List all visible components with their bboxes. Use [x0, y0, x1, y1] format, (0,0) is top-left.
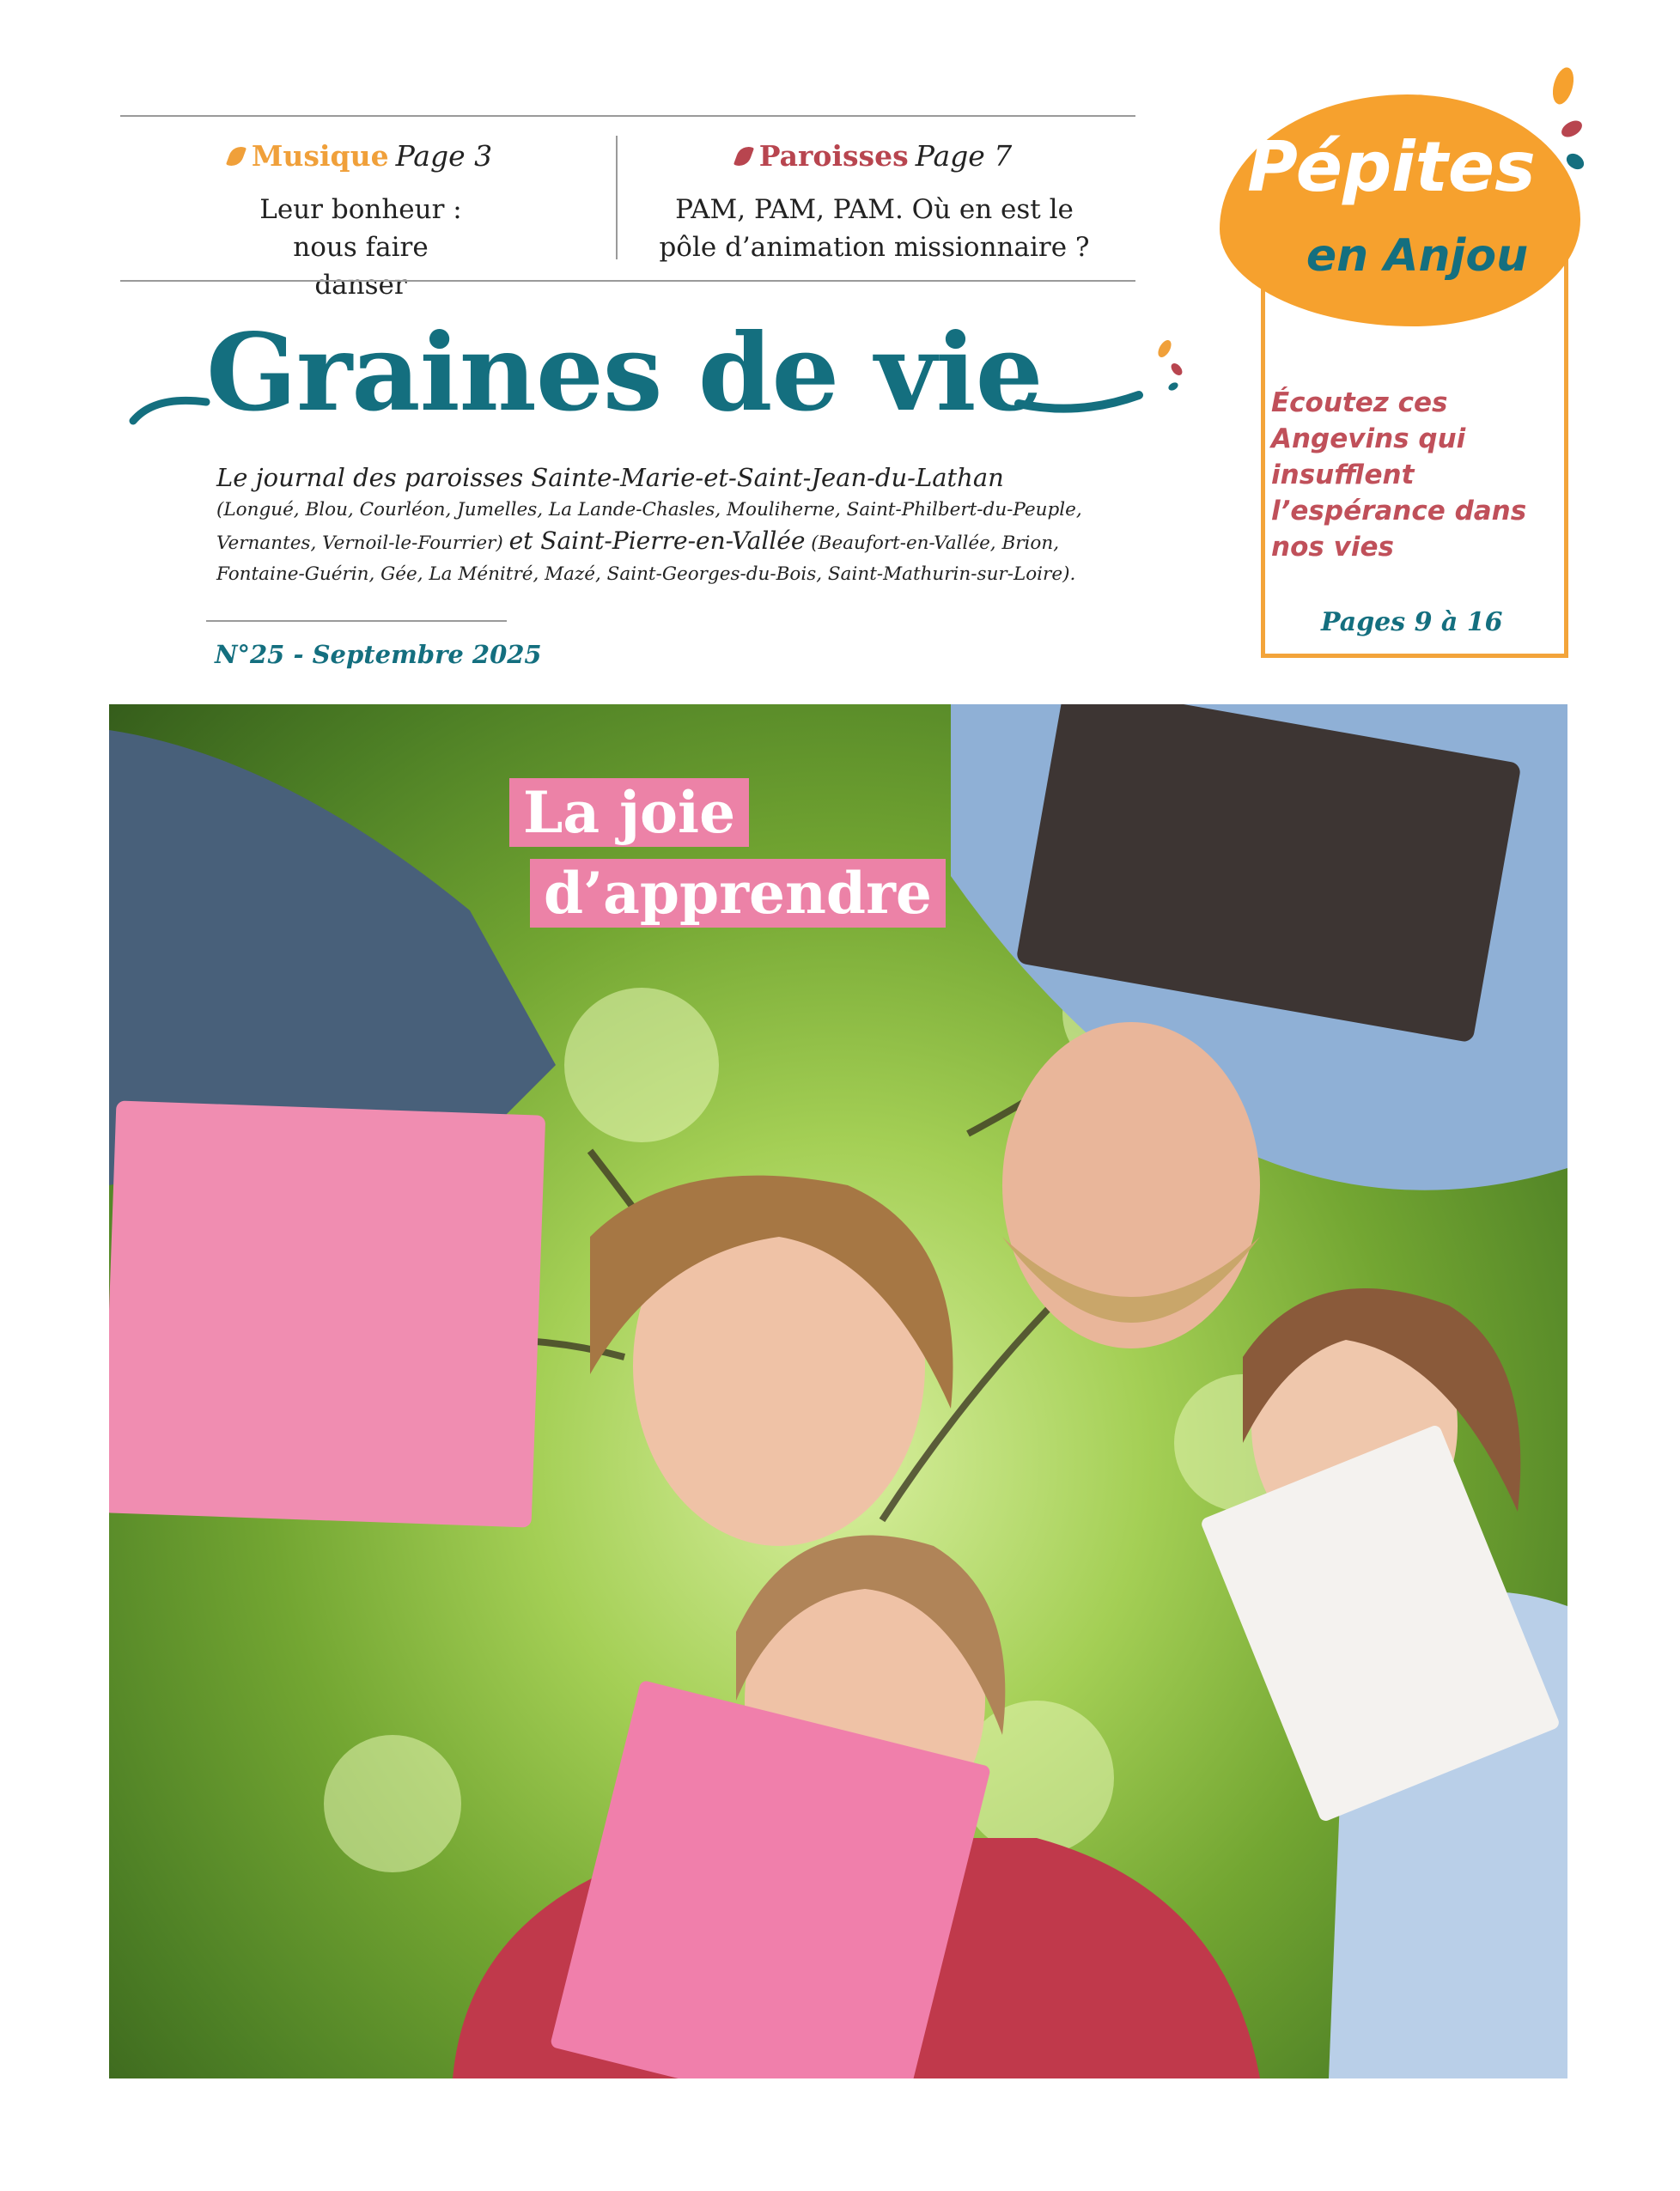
teaser-divider — [616, 136, 618, 259]
title-swoosh-right — [1010, 335, 1199, 429]
teaser-text: PAM, PAM, PAM. Où en est le pôle d’animation missionnaire ? — [659, 194, 1090, 263]
teaser-category: Musique — [251, 139, 389, 173]
pepites-text: Écoutez ces Angevins qui insufflent l’espérance dans nos vies — [1271, 387, 1527, 563]
pepites-title: Pépites — [1247, 127, 1536, 207]
issue-rule — [206, 620, 507, 622]
pepites-subtitle: en Anjou — [1306, 230, 1529, 282]
title-swoosh-left — [129, 369, 215, 429]
bottom-rule — [120, 280, 1135, 282]
issue-number: N°25 - Septembre 2025 — [215, 640, 542, 669]
pepites-pages: Pages 9 à 16 — [1321, 607, 1503, 637]
teaser-text: Leur bonheur : nous faire danser — [259, 194, 462, 301]
journal-subtitle — [216, 460, 1144, 590]
cover-photo — [109, 704, 1567, 2078]
teaser-page: Page 7 — [915, 139, 1013, 173]
parish1-towns: (Longué, Blou, Courléon, Jumelles, La Lande-Chasles, Mouliherne, Saint-Philbert-du-Peuple, Vernantes, Vernoil-le-Fourrier) — [216, 499, 1082, 554]
parish2-towns: (Beaufort-en-Vallée, Brion, Fontaine-Guérin, Gée, La Ménitré, Mazé, Saint-Georges-du-Bois, Saint-Mathurin-sur-Loire). — [216, 533, 1076, 585]
teaser-music[interactable] — [120, 137, 601, 304]
teaser-page: Page 3 — [395, 139, 493, 173]
top-rule — [120, 115, 1135, 117]
leaf-icon — [226, 143, 247, 169]
leaf-icon — [733, 143, 754, 169]
subtitle-main: Le journal des paroisses Sainte-Marie-et-Saint-Jean-du-Lathan — [216, 463, 1004, 492]
teaser-parishes[interactable] — [634, 137, 1115, 266]
cover-headline-line2: d’apprendre — [530, 859, 946, 928]
teaser-category: Paroisses — [758, 139, 909, 173]
parish2-name: et Saint-Pierre-en-Vallée — [508, 526, 806, 555]
journal-title: Graines de vie — [206, 311, 1043, 435]
cover-headline-line1: La joie — [509, 778, 749, 847]
